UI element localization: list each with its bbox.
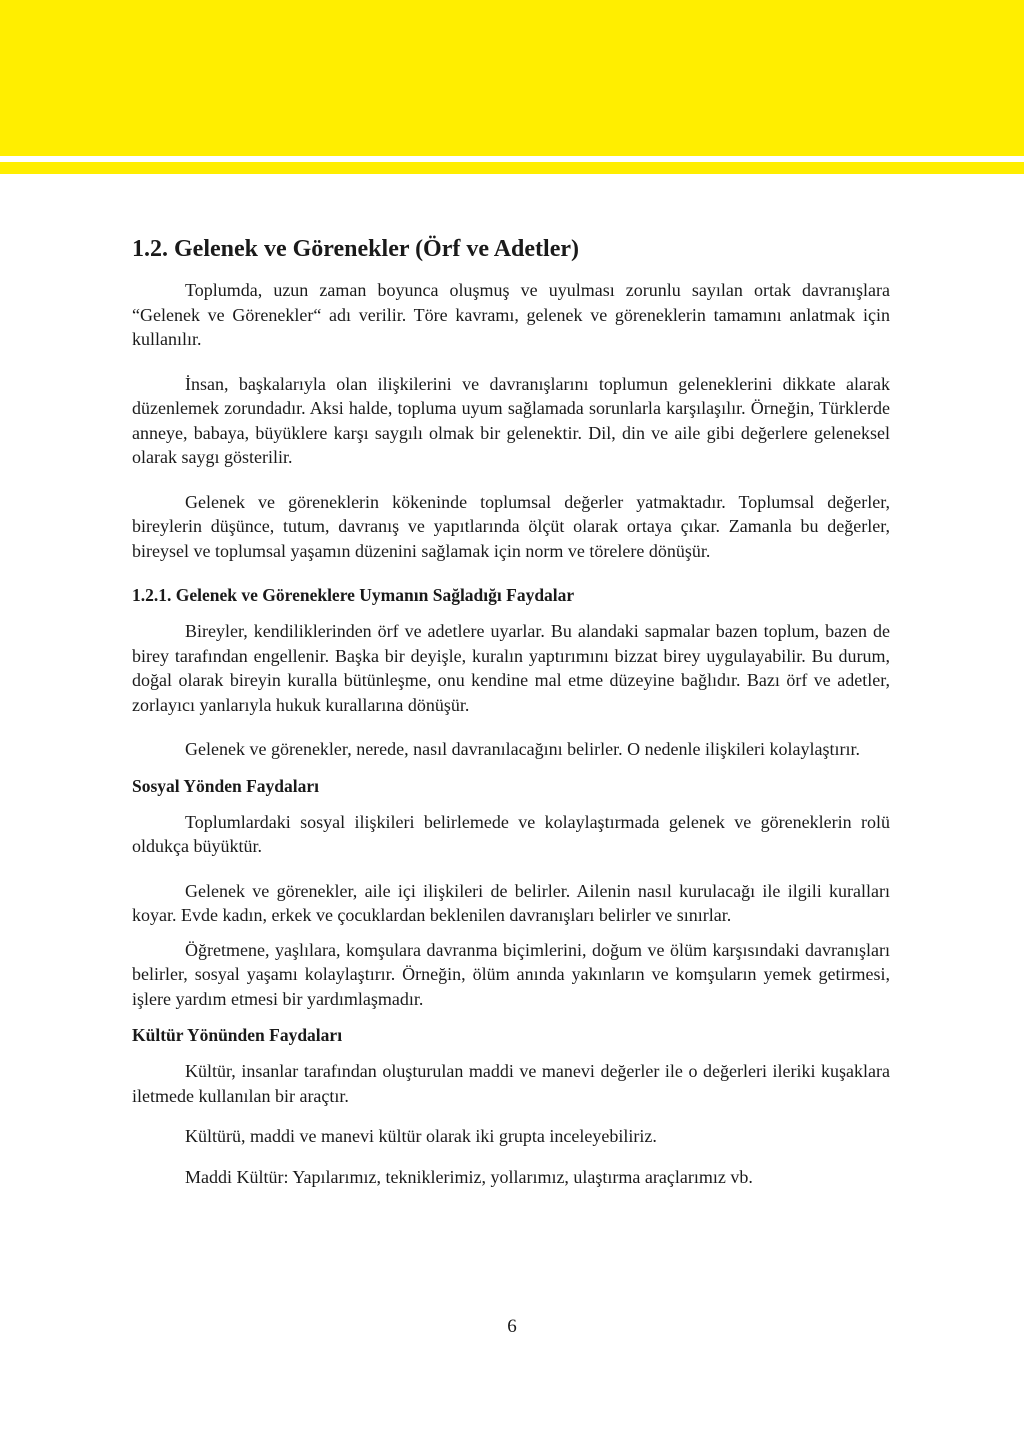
- section-paragraph-3: Gelenek ve göreneklerin kökeninde toplumsal değerler yatmaktadır. Toplumsal değerler, bireylerin düşünce, tutum, davranış ve yapıtlarında ölçüt olarak ortaya çıkar. Zamanla bu değerler, bireysel ve toplumsal yaşamın düzenini sağlamak için norm ve törelere dönüşür.: [132, 491, 890, 561]
- culture-paragraph-1: Kültür, insanlar tarafından oluşturulan maddi ve manevi değerler ile o değerleri ileriki kuşaklara iletmede kullanılan bir araçtır.: [132, 1061, 890, 1106]
- header-band: [0, 0, 1024, 156]
- social-paragraph-3: Öğretmene, yaşlılara, komşulara davranma biçimlerini, doğum ve ölüm karşısındaki davranışları belirler, sosyal yaşamı kolaylaştırır. Örneğin, ölüm anında yakınların ve komşuların yemek getirmesi, işlere yardım etmesi bir yardımlaşmadır.: [132, 939, 890, 1009]
- social-paragraph-2: Gelenek ve görenekler, aile içi ilişkileri de belirler. Ailenin nasıl kurulacağı ile ilgili kuralları koyar. Evde kadın, erkek ve çocuklardan beklenilen davranışları belirler ve sınırlar.: [132, 880, 890, 925]
- culture-paragraph-2: Kültürü, maddi ve manevi kültür olarak iki grupta inceleyebiliriz.: [185, 1126, 657, 1146]
- subsection-paragraph-1: Bireyler, kendiliklerinden örf ve adetlere uyarlar. Bu alandaki sapmalar bazen toplum, bazen de birey tarafından engellenir. Başka bir deyişle, kuralın yaptırımını bizzat birey uygulayabilir. Bu durum, doğal olarak bireyin kuralla bütünleşme, onu kendine mal etme düzeyine bağlıdır. Bazı örf ve adetler, zorlayıcı yanlarıyla hukuk kurallarına dönüşür.: [132, 621, 890, 715]
- page-number: 6: [507, 1316, 517, 1337]
- subsection-title: 1.2.1. Gelenek ve Göreneklere Uymanın Sağladığı Faydalar: [132, 585, 575, 605]
- section-title: 1.2. Gelenek ve Görenekler (Örf ve Adetler): [132, 236, 579, 262]
- culture-benefits-title: Kültür Yönünden Faydaları: [132, 1025, 343, 1045]
- subsection-paragraph-2: Gelenek ve görenekler, nerede, nasıl davranılacağını belirler. O nedenle ilişkileri kolaylaştırır.: [185, 739, 861, 759]
- section-paragraph-1: Toplumda, uzun zaman boyunca oluşmuş ve uyulması zorunlu sayılan ortak davranışlara “Gelenek ve Görenekler“ adı verilir. Töre kavramı, gelenek ve göreneklerin tamamını anlatmak için kullanılır.: [132, 280, 890, 349]
- section-paragraph-2: İnsan, başkalarıyla olan ilişkilerini ve davranışlarını toplumun geleneklerini dikkate alarak düzenlemek zorundadır. Aksi halde, topluma uyum sağlamada sorunlarla karşılaşılır. Örneğin, Türklerde anneye, babaya, büyüklere karşı saygılı olmak bir gelenektir. Dil, din ve aile gibi değerlere geleneksel olarak saygı gösterilir.: [132, 373, 890, 467]
- page-content: [132, 232, 890, 1205]
- social-benefits-title: Sosyal Yönden Faydaları: [132, 775, 320, 796]
- social-paragraph-1: Toplumlardaki sosyal ilişkileri belirlemede ve kolaylaştırmada gelenek ve göreneklerin rolü oldukça büyüktür.: [132, 811, 890, 856]
- culture-paragraph-3: Maddi Kültür: Yapılarımız, tekniklerimiz, yollarımız, ulaştırma araçlarımız vb.: [185, 1166, 753, 1187]
- header-stripe: [0, 162, 1024, 174]
